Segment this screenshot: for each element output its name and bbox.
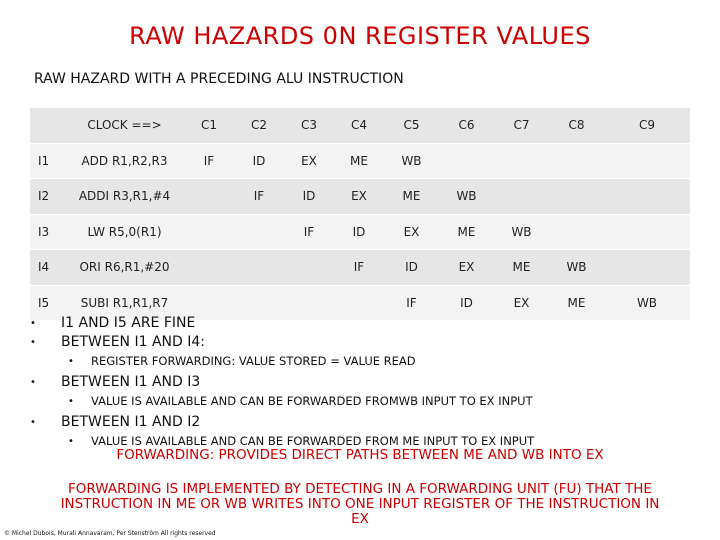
stage-cell: ID: [439, 285, 494, 321]
instruction-text: SUBI R1,R1,R7: [65, 285, 184, 321]
stage-cell: EX: [284, 143, 334, 179]
bullet-marker: •: [30, 318, 36, 329]
stage-cell: [284, 250, 334, 286]
table-row: [30, 179, 690, 215]
stage-cell: ME: [439, 214, 494, 250]
stage-cell: [604, 214, 690, 250]
stage-cell: WB: [384, 143, 439, 179]
stage-cell: [494, 179, 549, 215]
stage-cell: [184, 179, 234, 215]
table-row: [30, 143, 690, 179]
bullet-marker: •: [68, 356, 74, 367]
bullet-text: I1 AND I5 ARE FINE: [61, 315, 196, 331]
bullet-item: [30, 373, 700, 392]
sub-bullet-text: VALUE IS AVAILABLE AND CAN BE FORWARDED FROM ME INPUT TO EX INPUT: [91, 434, 535, 448]
slide-title: RAW HAZARDS 0N REGISTER VALUES: [129, 22, 591, 50]
table-header-cell: C6: [439, 108, 494, 143]
stage-cell: EX: [334, 179, 384, 215]
stage-cell: IF: [284, 214, 334, 250]
stage-cell: WB: [494, 214, 549, 250]
stage-cell: EX: [384, 214, 439, 250]
stage-cell: IF: [384, 285, 439, 321]
stage-cell: ID: [234, 143, 284, 179]
bullet-text: BETWEEN I1 AND I3: [61, 374, 201, 390]
stage-cell: [494, 143, 549, 179]
table-header-cell: C7: [494, 108, 549, 143]
bullet-item: [30, 314, 700, 333]
stage-cell: ME: [334, 143, 384, 179]
instruction-id: I4: [30, 250, 65, 286]
stage-cell: WB: [604, 285, 690, 321]
stage-cell: IF: [234, 179, 284, 215]
stage-cell: WB: [549, 250, 604, 286]
instruction-id: I1: [30, 143, 65, 179]
stage-cell: [604, 250, 690, 286]
instruction-text: ORI R6,R1,#20: [65, 250, 184, 286]
instruction-id: I5: [30, 285, 65, 321]
stage-cell: [604, 143, 690, 179]
table-header-cell: C3: [284, 108, 334, 143]
stage-cell: [234, 214, 284, 250]
bullet-text: BETWEEN I1 AND I4:: [61, 334, 205, 350]
sub-bullet-text: REGISTER FORWARDING: VALUE STORED = VALUE READ: [91, 354, 416, 368]
forwarding-statement: FORWARDING: PROVIDES DIRECT PATHS BETWEEN ME AND WB INTO EX: [116, 447, 604, 463]
bullet-marker: •: [30, 417, 36, 428]
copyright-notice: © Michel Dubois, Murali Annavaram, Per Stenström All rights reserved: [4, 530, 216, 537]
slide-subtitle: RAW HAZARD WITH A PRECEDING ALU INSTRUCTION: [34, 71, 404, 87]
clock-header: CLOCK ==>: [65, 108, 184, 143]
table-header-cell: C5: [384, 108, 439, 143]
stage-cell: WB: [439, 179, 494, 215]
stage-cell: [184, 250, 234, 286]
instruction-id: I3: [30, 214, 65, 250]
stage-cell: EX: [494, 285, 549, 321]
stage-cell: [234, 250, 284, 286]
stage-cell: IF: [184, 143, 234, 179]
stage-cell: [184, 214, 234, 250]
table-header-row: [30, 108, 690, 143]
table-row: [30, 250, 690, 286]
stage-cell: ME: [494, 250, 549, 286]
bullet-item: [30, 333, 700, 352]
instruction-text: LW R5,0(R1): [65, 214, 184, 250]
bullet-list: [30, 314, 700, 453]
stage-cell: ID: [284, 179, 334, 215]
bullet-item: [30, 413, 700, 432]
bullet-marker: •: [68, 396, 74, 407]
bullet-marker: •: [30, 377, 36, 388]
sub-bullet-item: [30, 394, 700, 409]
stage-cell: [549, 179, 604, 215]
table-header-cell: C8: [549, 108, 604, 143]
sub-bullet-item: [30, 354, 700, 369]
stage-cell: ID: [334, 214, 384, 250]
stage-cell: IF: [334, 250, 384, 286]
bullet-text: BETWEEN I1 AND I2: [61, 414, 201, 430]
stage-cell: ME: [549, 285, 604, 321]
instruction-text: ADDI R3,R1,#4: [65, 179, 184, 215]
stage-cell: [549, 214, 604, 250]
table-row: [30, 214, 690, 250]
stage-cell: [604, 179, 690, 215]
table-header-cell: C2: [234, 108, 284, 143]
table-header-cell: C9: [604, 108, 690, 143]
stage-cell: EX: [439, 250, 494, 286]
table-header-cell: [30, 108, 65, 143]
pipeline-table: [30, 108, 690, 321]
bullet-marker: •: [30, 337, 36, 348]
stage-cell: ID: [384, 250, 439, 286]
table-header-cell: C1: [184, 108, 234, 143]
implementation-statement: FORWARDING IS IMPLEMENTED BY DETECTING IN A FORWARDING UNIT (FU) THAT THE INSTRUCTION IN ME OR WB WRITES INTO ONE INPUT REGISTER OF THE INSTRUCTION IN EX: [60, 481, 660, 527]
table-header-cell: C4: [334, 108, 384, 143]
stage-cell: [549, 143, 604, 179]
sub-bullet-text: VALUE IS AVAILABLE AND CAN BE FORWARDED FROMWB INPUT TO EX INPUT: [91, 394, 533, 408]
instruction-id: I2: [30, 179, 65, 215]
stage-cell: ME: [384, 179, 439, 215]
bullet-marker: •: [68, 436, 74, 447]
instruction-text: ADD R1,R2,R3: [65, 143, 184, 179]
stage-cell: [439, 143, 494, 179]
